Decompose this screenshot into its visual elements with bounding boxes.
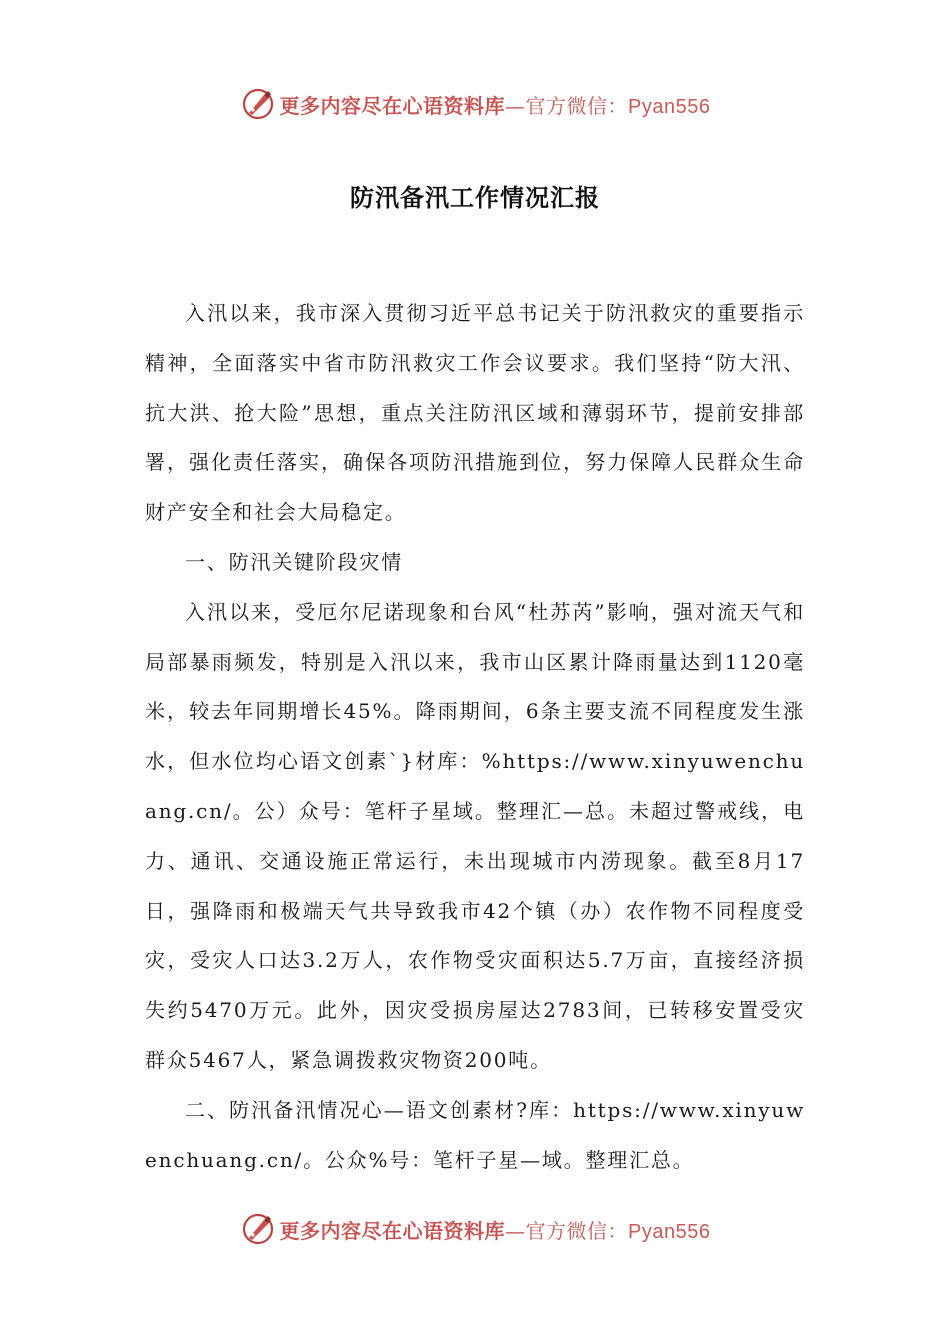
banner-main-text: 更多内容尽在心语资料库 bbox=[279, 93, 506, 118]
pen-nib-logo-icon bbox=[240, 86, 276, 122]
section-heading-1: 一、防汛关键阶段灾情 bbox=[185, 549, 403, 574]
header-banner bbox=[0, 82, 950, 126]
document-title: 防汛备汛工作情况汇报 bbox=[350, 183, 600, 212]
footer-banner bbox=[0, 1207, 950, 1251]
banner-text bbox=[280, 90, 711, 119]
banner-label: 官方微信： bbox=[525, 93, 629, 118]
banner-text bbox=[280, 1215, 711, 1244]
banner-main-text: 更多内容尽在心语资料库 bbox=[279, 1218, 506, 1243]
document-body bbox=[145, 289, 805, 1185]
pen-nib-logo-icon bbox=[240, 1211, 276, 1247]
paragraph-disaster: 入汛以来，受厄尔尼诺现象和台风“杜苏芮”影响，强对流天气和局部暴雨频发，特别是入汛以来，我市山区累计降雨量达到1120毫米，较去年同期增长45%。降雨期间，6条主要支流不同程度发生涨水，但水位均心语文创素`}材库：%https://www.xinyuwenchuang.cn/。公）众号：笔杆子星域。整理汇—总。未超过警戒线，电力、通讯、交通设施正常运行，未出现城市内涝现象。截至8月17日，强降雨和极端天气共导致我市42个镇（办）农作物不同程度受灾，受灾人口达3.2万人，农作物受灾面积达5.7万亩，直接经济损失约5470万元。此外，因灾受损房屋达2783间，已转移安置受灾群众5467人，紧急调拨救灾物资200吨。 bbox=[145, 599, 805, 1072]
banner-separator: — bbox=[505, 1218, 526, 1243]
banner-wechat-id: Pyan556 bbox=[628, 95, 711, 118]
banner-wechat-id: Pyan556 bbox=[628, 1220, 711, 1243]
paragraph-intro: 入汛以来，我市深入贯彻习近平总书记关于防汛救灾的重要指示精神，全面落实中省市防汛救灾工作会议要求。我们坚持“防大汛、抗大洪、抢大险”思想，重点关注防汛区域和薄弱环节，提前安排部署，强化责任落实，确保各项防汛措施到位，努力保障人民群众生命财产安全和社会大局稳定。 bbox=[145, 301, 805, 525]
banner-separator: — bbox=[505, 93, 526, 118]
section-heading-2: 二、防汛备汛情况心—语文创素材?库：https://www.xinyuwenchuang.cn/。公众%号：笔杆子星—域。整理汇总。 bbox=[145, 1097, 805, 1172]
banner-label: 官方微信： bbox=[525, 1218, 629, 1243]
